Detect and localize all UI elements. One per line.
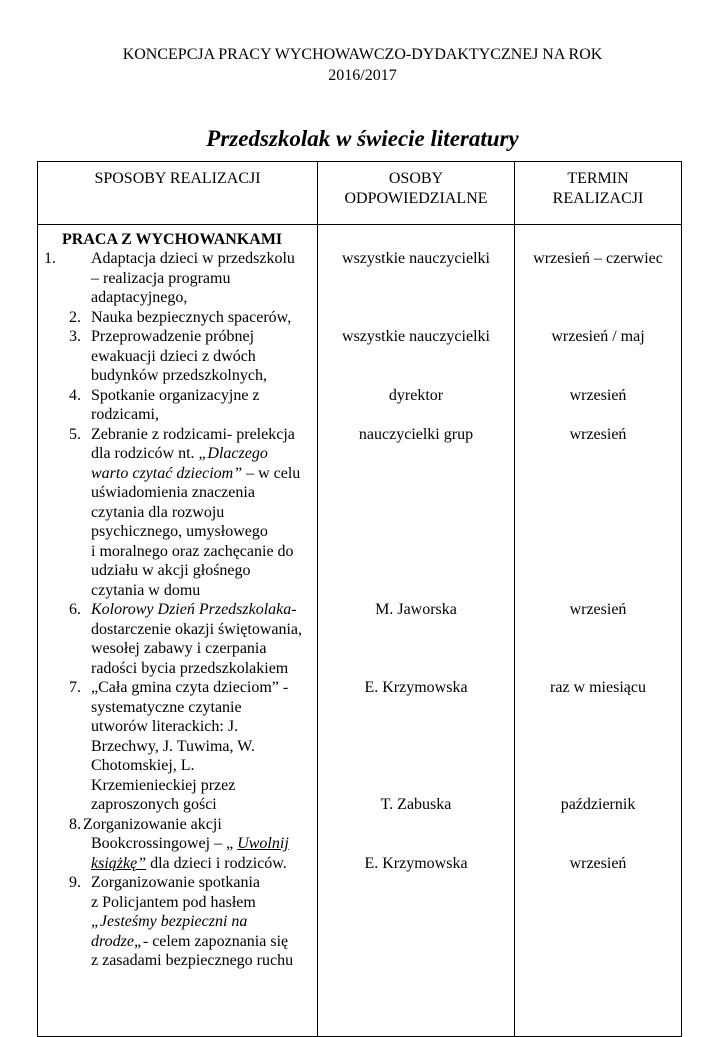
responsible-entry: M. Jaworska xyxy=(375,601,457,618)
responsible-entry: nauczycielki grup xyxy=(358,425,474,443)
column-header-term: TERMIN REALIZACJI xyxy=(515,162,682,225)
item-text: czytania dla rozwoju xyxy=(91,503,225,521)
item-number: 3. xyxy=(69,328,81,345)
item-text: uświadomienia znaczenia xyxy=(91,484,255,501)
table-body-row xyxy=(38,225,682,1037)
item-text: adaptacyjnego, xyxy=(91,289,188,306)
item-text: i moralnego oraz zachęcanie do xyxy=(91,542,294,560)
item-number: 9. xyxy=(69,874,81,891)
term-entry: wrzesień xyxy=(569,425,627,443)
item-text: Spotkanie organizacyjne z xyxy=(91,386,260,404)
item-text: Nauka bezpiecznych spacerów, xyxy=(91,308,292,326)
item-text: rodzicami, xyxy=(91,406,159,423)
term-entry: wrzesień / maj xyxy=(551,328,645,345)
term-entry: wrzesień xyxy=(569,601,627,618)
item-text: Adaptacja dzieci w przedszkolu xyxy=(91,250,295,267)
item-text: wesołej zabawy i czerpania xyxy=(91,640,267,657)
item-number: 5. xyxy=(69,425,81,443)
item-text: budynków przedszkolnych, xyxy=(91,367,267,384)
responsible-entry: dyrektor xyxy=(388,386,444,404)
item-text: systematyczne czytanie xyxy=(91,698,242,716)
item-text: Brzechwy, J. Tuwima, W. xyxy=(91,737,255,755)
column-header-methods: SPOSOBY REALIZACJI xyxy=(38,162,318,225)
term-entry: wrzesień xyxy=(569,854,627,872)
item-text: czytania w domu xyxy=(91,581,201,599)
item-text: Zebranie z rodzicami- prelekcja xyxy=(91,425,295,443)
uwolnij-link[interactable]: Uwolnij xyxy=(237,835,289,852)
column-header-responsible: OSOBY ODPOWIEDZIALNE xyxy=(318,162,515,225)
item-text: psychicznego, umysłowego xyxy=(91,523,268,540)
term-entry: raz w miesiącu xyxy=(550,679,646,696)
item-number: 2. xyxy=(69,308,81,326)
item-number: 4. xyxy=(69,386,81,404)
item-number: 6. xyxy=(69,601,81,618)
item-text: „Jesteśmy bezpieczni na xyxy=(91,913,248,930)
item-text: dostarczenie okazji świętowania, xyxy=(91,620,303,638)
item-text: Krzemienieckiej przez xyxy=(91,776,236,794)
item-text: – realizacja programu xyxy=(91,269,231,287)
methods-cell xyxy=(38,225,318,1037)
document-header-line2: 2016/2017 xyxy=(328,67,397,84)
responsible-cell xyxy=(318,225,515,1037)
term-entry: październik xyxy=(560,796,636,813)
item-text: książkę” dla dzieci i rodziców. xyxy=(91,854,287,872)
term-entry: wrzesień xyxy=(569,386,627,404)
item-text: Bookcrossingowej – „ Uwolnij xyxy=(91,835,289,852)
document-header-line1: KONCEPCJA PRACY WYCHOWAWCZO-DYDAKTYCZNEJ NA ROK xyxy=(122,46,603,63)
item-text: „Cała gmina czyta dzieciom” - xyxy=(91,679,289,696)
item-text: z Policjantem pod hasłem xyxy=(91,893,256,911)
term-cell xyxy=(515,225,682,1037)
item-text: udziału w akcji głośnego xyxy=(91,562,251,579)
responsible-entry: wszystkie nauczycielki xyxy=(342,328,490,345)
responsible-entry: E. Krzymowska xyxy=(364,679,468,696)
item-number: 7. xyxy=(69,679,81,696)
item-text: utworów literackich: J. xyxy=(91,718,239,735)
item-text: Kolorowy Dzień Przedszkolaka- xyxy=(91,601,297,618)
ksiazke-link[interactable]: książkę” xyxy=(91,854,147,872)
responsible-entry: E. Krzymowska xyxy=(364,854,468,872)
item-text: z zasadami bezpiecznego ruchu xyxy=(91,952,294,969)
item-text: drodze„- celem zapoznania się xyxy=(91,932,289,950)
item-text: dla rodziców nt. „Dlaczego xyxy=(91,445,268,462)
item-text: Zorganizowanie spotkania xyxy=(91,874,260,891)
item-text: zaproszonych gości xyxy=(91,796,217,813)
table-header-row xyxy=(38,162,682,225)
responsible-entry: wszystkie nauczycielki xyxy=(342,250,490,267)
document-title: Przedszkolak w świecie literatury xyxy=(206,126,519,151)
item-text: Przeprowadzenie próbnej xyxy=(91,328,255,345)
item-number: 1. xyxy=(44,250,56,267)
item-text: warto czytać dzieciom” – w celu xyxy=(91,464,301,482)
item-text: Zorganizowanie akcji xyxy=(83,815,222,833)
plan-table xyxy=(37,161,682,1037)
item-text: radości bycia przedszkolakiem xyxy=(91,659,289,677)
item-text: Chotomskiej, L. xyxy=(91,757,195,774)
item-number: 8. xyxy=(69,815,81,833)
term-entry: wrzesień – czerwiec xyxy=(533,250,663,267)
item-text: ewakuacji dzieci z dwóch xyxy=(91,347,256,365)
responsible-entry: T. Zabuska xyxy=(380,796,452,813)
section-title: PRACA Z WYCHOWANKAMI xyxy=(62,231,283,248)
